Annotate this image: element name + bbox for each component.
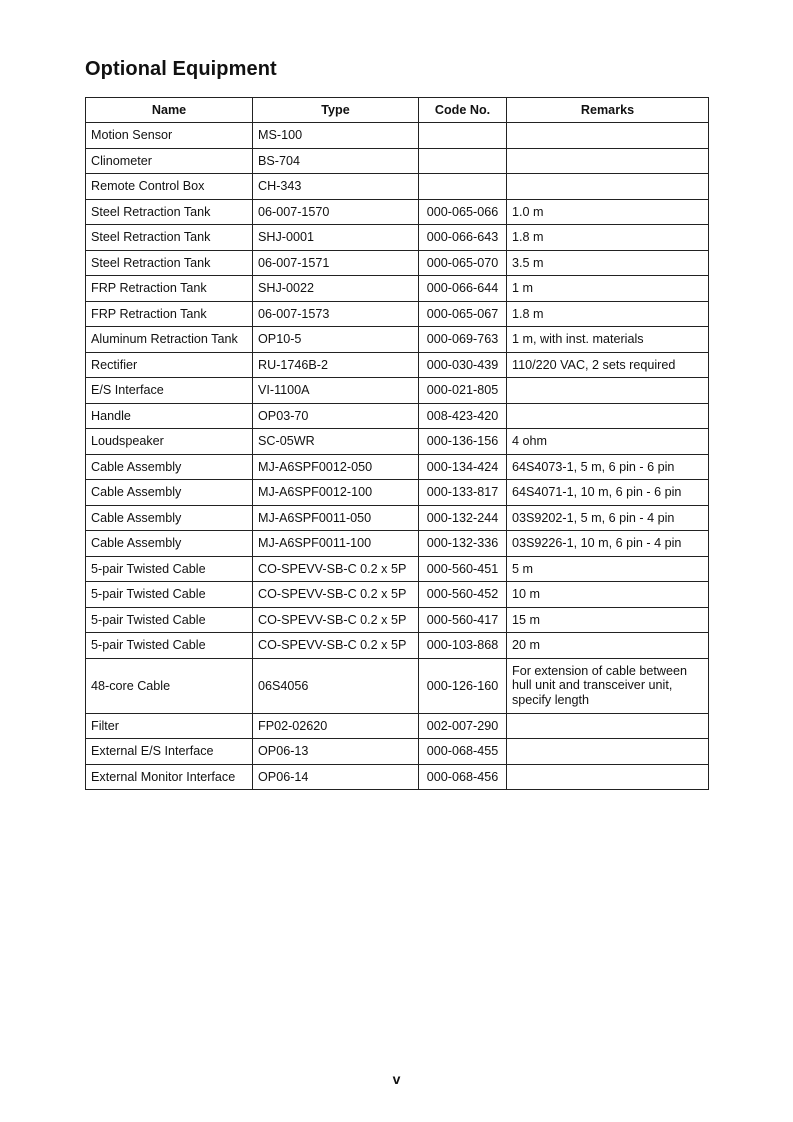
cell-code: 000-068-456 <box>419 764 507 790</box>
cell-remarks: 5 m <box>507 556 709 582</box>
cell-code: 000-136-156 <box>419 429 507 455</box>
cell-name: Cable Assembly <box>86 505 253 531</box>
cell-remarks: 1 m, with inst. materials <box>507 327 709 353</box>
cell-code: 000-132-336 <box>419 531 507 557</box>
cell-type: 06-007-1573 <box>253 301 419 327</box>
cell-type: CO-SPEVV-SB-C 0.2 x 5P <box>253 582 419 608</box>
cell-type: CH-343 <box>253 174 419 200</box>
cell-name: Filter <box>86 713 253 739</box>
table-row <box>86 327 709 353</box>
cell-remarks: 1 m <box>507 276 709 302</box>
table-row <box>86 505 709 531</box>
cell-code: 000-066-644 <box>419 276 507 302</box>
cell-type: MJ-A6SPF0011-100 <box>253 531 419 557</box>
cell-code: 000-065-067 <box>419 301 507 327</box>
cell-name: Cable Assembly <box>86 454 253 480</box>
cell-name: External Monitor Interface <box>86 764 253 790</box>
table-row <box>86 713 709 739</box>
cell-code: 000-066-643 <box>419 225 507 251</box>
table-row <box>86 739 709 765</box>
cell-type: SHJ-0001 <box>253 225 419 251</box>
cell-remarks: For extension of cable between hull unit and transceiver unit, specify length <box>507 658 709 713</box>
table-row <box>86 607 709 633</box>
cell-name: 5-pair Twisted Cable <box>86 556 253 582</box>
cell-name: Handle <box>86 403 253 429</box>
cell-name: Steel Retraction Tank <box>86 250 253 276</box>
column-header-remarks: Remarks <box>507 98 709 123</box>
cell-type: 06-007-1571 <box>253 250 419 276</box>
cell-remarks <box>507 123 709 149</box>
cell-code: 000-065-066 <box>419 199 507 225</box>
cell-code: 000-103-868 <box>419 633 507 659</box>
cell-remarks <box>507 764 709 790</box>
cell-remarks: 15 m <box>507 607 709 633</box>
cell-remarks <box>507 148 709 174</box>
cell-type: FP02-02620 <box>253 713 419 739</box>
table-row <box>86 480 709 506</box>
cell-type: VI-1100A <box>253 378 419 404</box>
cell-name: Rectifier <box>86 352 253 378</box>
cell-code <box>419 174 507 200</box>
cell-name: Remote Control Box <box>86 174 253 200</box>
page-title: Optional Equipment <box>85 58 277 80</box>
cell-type: 06S4056 <box>253 658 419 713</box>
cell-code: 000-134-424 <box>419 454 507 480</box>
table-row <box>86 174 709 200</box>
cell-name: External E/S Interface <box>86 739 253 765</box>
table-row <box>86 633 709 659</box>
cell-code: 000-068-455 <box>419 739 507 765</box>
cell-type: MJ-A6SPF0012-100 <box>253 480 419 506</box>
table-row <box>86 148 709 174</box>
cell-code: 000-132-244 <box>419 505 507 531</box>
cell-code: 000-126-160 <box>419 658 507 713</box>
cell-remarks: 64S4073-1, 5 m, 6 pin - 6 pin <box>507 454 709 480</box>
table-header-row <box>86 98 709 123</box>
cell-remarks <box>507 739 709 765</box>
cell-code: 000-560-417 <box>419 607 507 633</box>
optional-equipment-table <box>85 97 709 790</box>
page-number: v <box>392 1071 401 1087</box>
cell-remarks: 3.5 m <box>507 250 709 276</box>
cell-code: 000-065-070 <box>419 250 507 276</box>
table-row <box>86 276 709 302</box>
cell-type: OP10-5 <box>253 327 419 353</box>
cell-remarks: 03S9226-1, 10 m, 6 pin - 4 pin <box>507 531 709 557</box>
table-row <box>86 429 709 455</box>
cell-code: 000-133-817 <box>419 480 507 506</box>
table-row <box>86 403 709 429</box>
cell-code: 008-423-420 <box>419 403 507 429</box>
cell-remarks: 20 m <box>507 633 709 659</box>
column-header-code: Code No. <box>419 98 507 123</box>
cell-name: Loudspeaker <box>86 429 253 455</box>
cell-name: FRP Retraction Tank <box>86 301 253 327</box>
cell-name: 5-pair Twisted Cable <box>86 607 253 633</box>
cell-type: SC-05WR <box>253 429 419 455</box>
cell-remarks: 110/220 VAC, 2 sets required <box>507 352 709 378</box>
cell-type: OP06-13 <box>253 739 419 765</box>
cell-name: 48-core Cable <box>86 658 253 713</box>
cell-code: 000-030-439 <box>419 352 507 378</box>
cell-remarks: 1.8 m <box>507 301 709 327</box>
cell-remarks: 4 ohm <box>507 429 709 455</box>
cell-type: SHJ-0022 <box>253 276 419 302</box>
cell-type: CO-SPEVV-SB-C 0.2 x 5P <box>253 633 419 659</box>
cell-type: RU-1746B-2 <box>253 352 419 378</box>
column-header-type: Type <box>253 98 419 123</box>
table-row <box>86 352 709 378</box>
table-row <box>86 225 709 251</box>
cell-name: Steel Retraction Tank <box>86 225 253 251</box>
cell-name: 5-pair Twisted Cable <box>86 582 253 608</box>
cell-name: Aluminum Retraction Tank <box>86 327 253 353</box>
cell-name: 5-pair Twisted Cable <box>86 633 253 659</box>
table-row <box>86 301 709 327</box>
table-row <box>86 250 709 276</box>
cell-code: 000-069-763 <box>419 327 507 353</box>
cell-remarks: 1.8 m <box>507 225 709 251</box>
cell-type: 06-007-1570 <box>253 199 419 225</box>
cell-remarks: 03S9202-1, 5 m, 6 pin - 4 pin <box>507 505 709 531</box>
table-row <box>86 582 709 608</box>
table-row <box>86 531 709 557</box>
cell-remarks <box>507 713 709 739</box>
cell-remarks <box>507 378 709 404</box>
cell-type: OP03-70 <box>253 403 419 429</box>
cell-name: Cable Assembly <box>86 480 253 506</box>
cell-name: FRP Retraction Tank <box>86 276 253 302</box>
cell-code: 000-021-805 <box>419 378 507 404</box>
cell-type: BS-704 <box>253 148 419 174</box>
cell-type: MS-100 <box>253 123 419 149</box>
table-row <box>86 764 709 790</box>
cell-code: 002-007-290 <box>419 713 507 739</box>
cell-type: CO-SPEVV-SB-C 0.2 x 5P <box>253 607 419 633</box>
cell-remarks: 10 m <box>507 582 709 608</box>
cell-code <box>419 148 507 174</box>
cell-type: MJ-A6SPF0011-050 <box>253 505 419 531</box>
cell-remarks: 64S4071-1, 10 m, 6 pin - 6 pin <box>507 480 709 506</box>
table-row <box>86 454 709 480</box>
cell-name: Clinometer <box>86 148 253 174</box>
cell-code <box>419 123 507 149</box>
cell-remarks: 1.0 m <box>507 199 709 225</box>
cell-code: 000-560-451 <box>419 556 507 582</box>
cell-remarks <box>507 403 709 429</box>
table-row <box>86 658 709 713</box>
cell-type: OP06-14 <box>253 764 419 790</box>
cell-type: MJ-A6SPF0012-050 <box>253 454 419 480</box>
cell-name: Cable Assembly <box>86 531 253 557</box>
table-row <box>86 123 709 149</box>
cell-name: E/S Interface <box>86 378 253 404</box>
cell-name: Motion Sensor <box>86 123 253 149</box>
table-row <box>86 556 709 582</box>
table-row <box>86 199 709 225</box>
table-row <box>86 378 709 404</box>
cell-remarks <box>507 174 709 200</box>
column-header-name: Name <box>86 98 253 123</box>
cell-type: CO-SPEVV-SB-C 0.2 x 5P <box>253 556 419 582</box>
cell-code: 000-560-452 <box>419 582 507 608</box>
cell-name: Steel Retraction Tank <box>86 199 253 225</box>
